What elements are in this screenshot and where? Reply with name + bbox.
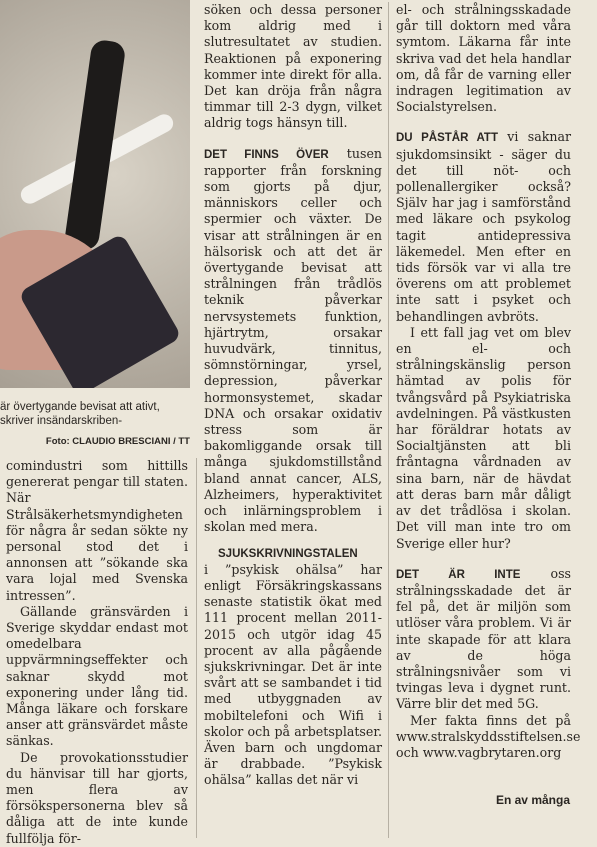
col2-section-2-lead: DET FINNS ÖVER — [204, 148, 329, 161]
col3-section-4-lead: DET ÄR INTE — [396, 568, 521, 581]
column-3 — [396, 2, 581, 761]
author-signature: En av många — [495, 793, 570, 807]
col3-paragraph-3: I ett fall jag vet om blev en el- och strålningskänslig person hämtad av polis för tvångsvård på Psykiatriska avdelningen. På västkusten har föräldrar hotats av Socialtjänsten att bli fråntagna vårdnaden av sina barn, när de hävdat att deras barn mår dåligt av det trådlösa i skolan. Det vill man inte tro om Sverige eller hur? — [396, 324, 571, 551]
col2-section-2 — [204, 146, 382, 536]
col1-paragraph-2: Gällande gränsvärden i Sverige skyddar endast mot omedelbara uppvärmningseffekter och saknar skydd mot exponering under lång tid. Många läkare och forskare anser att gränsvärdet måste sänkas. — [6, 603, 188, 749]
col3-section-2-lead: DU PÅSTÅR ATT — [396, 132, 498, 145]
col1-paragraph-3: De provokationsstudier du hänvisar till har gjorts, men flera av försökspersonerna blev så dåliga att de inte kunde fullfölja för- — [6, 749, 188, 846]
column-2 — [204, 2, 382, 789]
column-divider-1 — [196, 458, 197, 838]
col3-section-4 — [396, 566, 571, 713]
col2-section-3-text: i ”psykisk ohälsa” har enligt Försäkringskassans senaste statistik ökat med 111 procent mellan 2011-2015 och utgör idag 45 procent av alla pågående sjukskrivningar. Det är inte svårt att se sambandet i tid med utbyggnaden av mobiltelefoni och Wifi i skolor och på arbetsplatser. Även barn och ungdomar är drabbade. ”Psykisk ohälsa” kallas det när vi — [204, 561, 382, 788]
col1-paragraph-1: comindustri som hittills genererat pengar till staten. När Strålsäkerhetsmyndigheten för några år sedan sökte ny personal stod det i annonsen att ”sökande ska vara lojal med Svenska intressen”. — [6, 458, 188, 603]
col2-paragraph-1: söken och dessa personer kom aldrig med i slutresultatet av studien. Reaktionen på exponering kommer inte direkt för alla. Det kan dröja från några timmar till 2-3 dygn, vilket aldrig togs hänsyn till. — [204, 2, 382, 131]
col2-section-2-text: tusen rapporter från forskning som gjorts på djur, människors celler och spermier och växter. De visar att strålningen är en hälsorisk och att det är övertygande bevisat att strålningen från trådlös teknik påverkar nervsystemets funktion, hjärtrytm, orsakar huvudvärk, tinnitus, sömnstörningar, yrsel, depression, påverkar hormonsystemet, skadar DNA och orsakar oxidativ stress som är bakomliggande orsak till många sjukdomstillstånd bland annat cancer, ALS, Alzheimers, hyperaktivitet och inlärningsproblem i skolan med mera. — [204, 145, 383, 535]
column-divider-2 — [388, 2, 389, 838]
article-photo — [0, 0, 190, 388]
photo-credit: Foto: CLAUDIO BRESCIANI / TT — [45, 436, 190, 447]
col3-paragraph-1: el- och strålningsskadade går till doktorn med våra symtom. Läkarna får inte skriva vad det hela handlar om, då får de varning eller indragen legitimation av Socialstyrelsen. — [396, 2, 571, 115]
col3-section-2 — [396, 129, 571, 324]
col3-section-2-text: vi saknar sjukdomsinsikt - säger du det till nöt- och pollenallergiker också? Själv har jag i samförstånd med läkare och psykolog tagit antidepressiva läkemedel. Men efter en tids försök var vi alla tre överens om att problemet inte satt i psyket och behandlingen avbröts. — [396, 129, 571, 324]
photo-caption: är övertygande bevisat att ativt, skriver insändarskriben- — [0, 401, 160, 427]
col3-paragraph-5: Mer fakta finns det på www.stralskyddsstiftelsen.se och www.vagbrytaren.org — [396, 712, 581, 760]
column-1 — [6, 458, 188, 847]
col2-section-3-heading: SJUKSKRIVNINGSTALEN — [218, 547, 358, 560]
col3-section-4-text: oss strålningsskadade det är fel på, det är miljön som utlöser våra problem. Vi är inte skapade för att klara av de höga strålningsnivåer som vi tvingas leva i dygnet runt. Värre blir det med 5G. — [396, 565, 571, 712]
